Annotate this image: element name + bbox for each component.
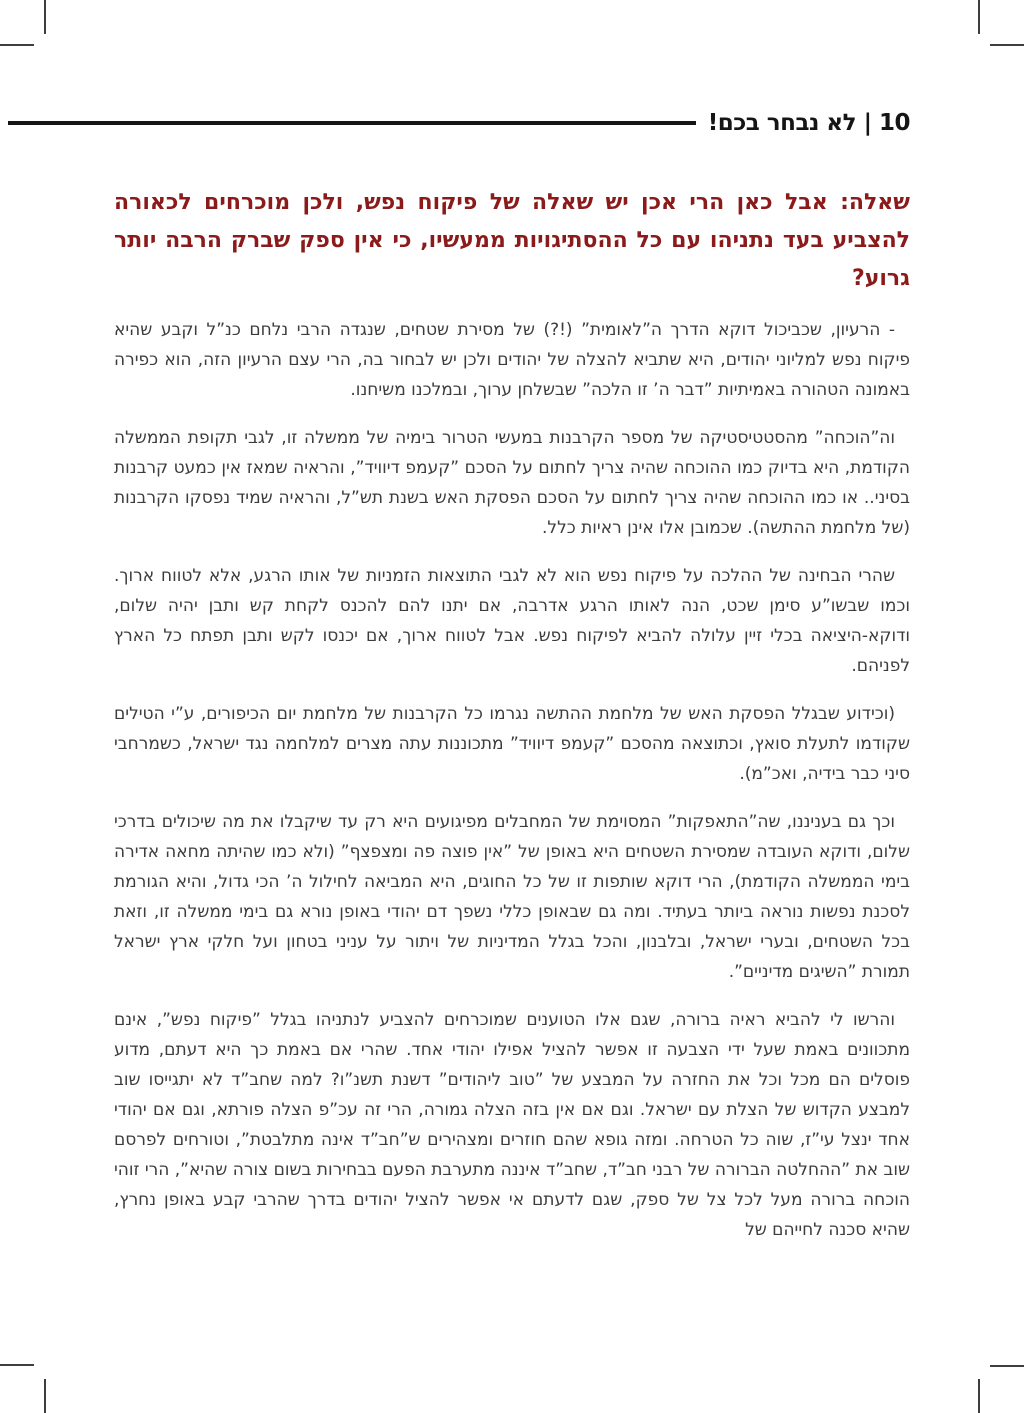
body-paragraph-3: שהרי הבחינה של ההלכה על פיקוח נפש הוא לא לגבי התוצאות הזמניות של אותו הרגע, אלא לטווח ארוך. וכמו שבשו”ע סימן שכט, הנה לאותו הרגע אדרבה, אם יתנו להם להכנס לקחת קש ותבן יהיה שלום, ודוקא-היציאה בכלי זיין עלולה להביא לפיקוח נפש. אבל לטווח ארוך, אם יכנסו לקש ותבן תפתח כל הארץ לפניהם. [114, 566, 910, 676]
crop-mark [0, 44, 34, 46]
body-paragraph-6: והרשו לי להביא ראיה ברורה, שגם אלו הטוענים שמוכרחים להצביע לנתניהו בגלל ”פיקוח נפש”, אינם מתכוונים באמת שעל ידי הצבעה זו אפשר להציל אפילו יהודי אחד. שהרי אם באמת כך היא דעתם, מדוע פוסלים הם מכל וכל את החזרה על המבצע של ”טוב ליהודים” דשנת תשנ”ו? למה שחב”ד לא יתגייסו שוב למבצע הקדוש של הצלת עם ישראל. וגם אם אין בזה הצלה גמורה, הרי זה עכ”פ הצלה פורתא, וגם אם יהודי אחד ינצל עי”ז, שוה כל הטרחה. ומזה גופא שהם חוזרים ומצהירים ש”חב”ד אינה מתלבטת”, וטורחים לפרסם שוב את ”ההחלטה הברורה של רבני חב”ד, שחב”ד איננה מתערבת הפעם בבחירות בשום צורה שהיא”, הרי זוהי הוכחה ברורה מעל לכל צל של ספק, שגם לדעתם אי אפשר להציל יהודים בדרך שהרבי קבע באופן נחרץ, שהיא סכנה לחייהם של [114, 1010, 910, 1240]
body-paragraph-5: וכך גם בעניננו, שה”התאפקות” המסוימת של המחבלים מפיגועים היא רק עד שיקבלו את מה שיכולים בדרכי שלום, ודוקא העובדה שמסירת השטחים היא באופן של ”אין פוצה פה ומצפצף” (ולא כמו שהיתה מחאה אדירה בימי הממשלה הקודמת), הרי דוקא שותפות זו של כל החוגים, היא המביאה לחילול ה’ הכי גדול, והיא הגורמת לסכנת נפשות נוראה ביותר בעתיד. ומה גם שבאופן כללי נשפך דם יהודי באופן נורא גם בימי ממשלה זו, וזאת בכל השטחים, ובערי ישראל, ובלבנון, והכל בגלל המדיניות של ויתור על עניני בטחון ועל חלקי ארץ ישראל תמורת ”השיגים מדיניים”. [114, 812, 910, 982]
crop-mark [990, 1365, 1024, 1367]
crop-mark [44, 0, 46, 34]
header-rule [8, 121, 696, 125]
crop-mark [44, 1379, 46, 1413]
body-paragraph-2: וה”הוכחה” מהסטטיסטיקה של מספר הקרבנות במעשי הטרור בימיה של ממשלה זו, לגבי תקופת הממשלה הקודמת, היא בדיוק כמו ההוכחה שהיה צריך לחתום על הסכם ”קעמפ דיוויד”, והראיה שמאז אין כמעט קרבנות בסיני.. או כמו ההוכחה שהיה צריך לחתום על הסכם הפסקת האש בשנת תש”ל, והראיה שמיד נפסקו הקרבנות (של מלחמת ההתשה). שכמובן אלו אינן ראיות כלל. [114, 428, 910, 538]
body-paragraph-1: - הרעיון, שכביכול דוקא הדרך ה”לאומית” (!?) של מסירת שטחים, שנגדה הרבי נלחם כנ”ל וקבע שהיא פיקוח נפש למליוני יהודים, היא שתביא להצלה של יהודים ולכן יש לבחור בה, הרי עצם הרעיון הזה, הוא כפירה באמונה הטהורה באמיתיות ”דבר ה’ זו הלכה” שבשלחן ערוך, ובמלכנו משיחנו. [114, 320, 910, 400]
page-content [114, 184, 910, 1263]
body-paragraph-4: (וכידוע שבגלל הפסקת האש של מלחמת ההתשה נגרמו כל הקרבנות של מלחמת יום הכיפורים, ע”י הטילים שקודמו לתעלת סואץ, וכתוצאה מהסכם ”קעמפ דיוויד” מתכוננות עתה מצרים למלחמה נגד ישראל, כשמרחבי סיני כבר בידיה, ואכ”מ). [114, 704, 910, 784]
page-header-title: 10 | לא נבחר בכם! [707, 110, 910, 136]
crop-mark [990, 44, 1024, 46]
question-heading: שאלה: אבל כאן הרי אכן יש שאלה של פיקוח נפש, ולכן מוכרחים לכאורה להצביע בעד נתניהו עם כל ההסתיגויות ממעשיו, כי אין ספק שברק הרבה יותר גרוע? [114, 190, 910, 291]
crop-mark [0, 1364, 34, 1366]
crop-mark [978, 1379, 980, 1413]
running-head [8, 104, 910, 142]
crop-mark [978, 0, 980, 34]
